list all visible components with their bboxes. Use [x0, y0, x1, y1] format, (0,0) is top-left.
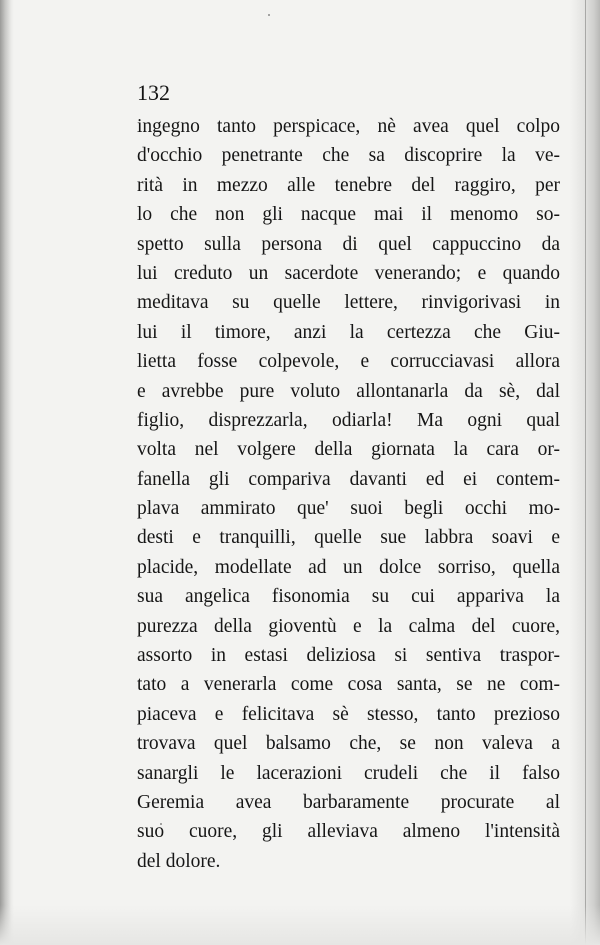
- text-line: purezza della gioventù e la calma del cuore,: [137, 615, 560, 637]
- text-line: sua angelica fisonomia su cui appariva la: [137, 586, 560, 608]
- body-text: [137, 112, 560, 876]
- text-line: del dolore.: [137, 850, 221, 872]
- text-line: meditava su quelle lettere, rinvigorivasi in: [137, 292, 560, 314]
- text-line: lui creduto un sacerdote venerando; e quando: [137, 262, 560, 284]
- text-line: e avrebbe pure voluto allontanarla da sè, dal: [137, 380, 560, 402]
- paper-speck: [268, 14, 270, 16]
- text-line: Geremia avea barbaramente procurate al: [137, 791, 560, 813]
- text-line: ingegno tanto perspicace, nè avea quel colpo: [137, 116, 560, 137]
- page-number: 132: [137, 80, 170, 105]
- text-line: rità in mezzo alle tenebre del raggiro, per: [137, 174, 560, 196]
- text-line: tato a venerarla come cosa santa, se ne com-: [137, 674, 560, 696]
- text-line: assorto in estasi deliziosa si sentiva traspor-: [137, 645, 560, 667]
- text-line: lui il timore, anzi la certezza che Giu-: [137, 321, 560, 343]
- page-edge-line: [585, 0, 586, 945]
- text-line: suo cuore, gli alleviava almeno l'intensità: [137, 821, 560, 843]
- text-line: lo che non gli nacque mai il menomo so-: [137, 204, 560, 226]
- text-line: d'occhio penetrante che sa discoprire la ve-: [137, 145, 560, 167]
- text-line: plava ammirato que' suoi begli occhi mo-: [137, 498, 560, 520]
- text-line: lietta fosse colpevole, e corrucciavasi allora: [137, 351, 560, 373]
- text-line: trovava quel balsamo che, se non valeva a: [137, 733, 560, 755]
- text-line: spetto sulla persona di quel cappuccino da: [137, 233, 560, 255]
- page-bottom-shade: [0, 905, 600, 945]
- text-line: piaceva e felicitava sè stesso, tanto prezioso: [137, 703, 560, 725]
- text-line: figlio, disprezzarla, odiarla! Ma ogni qual: [137, 409, 560, 431]
- text-line: sanargli le lacerazioni crudeli che il falso: [137, 762, 560, 784]
- binding-gutter: [0, 0, 14, 945]
- text-line: fanella gli compariva davanti ed ei contem-: [137, 468, 560, 490]
- text-line: volta nel volgere della giornata la cara or-: [137, 439, 560, 461]
- text-line: desti e tranquilli, quelle sue labbra soavi e: [137, 527, 560, 549]
- text-line: placide, modellate ad un dolce sorriso, quella: [137, 556, 560, 578]
